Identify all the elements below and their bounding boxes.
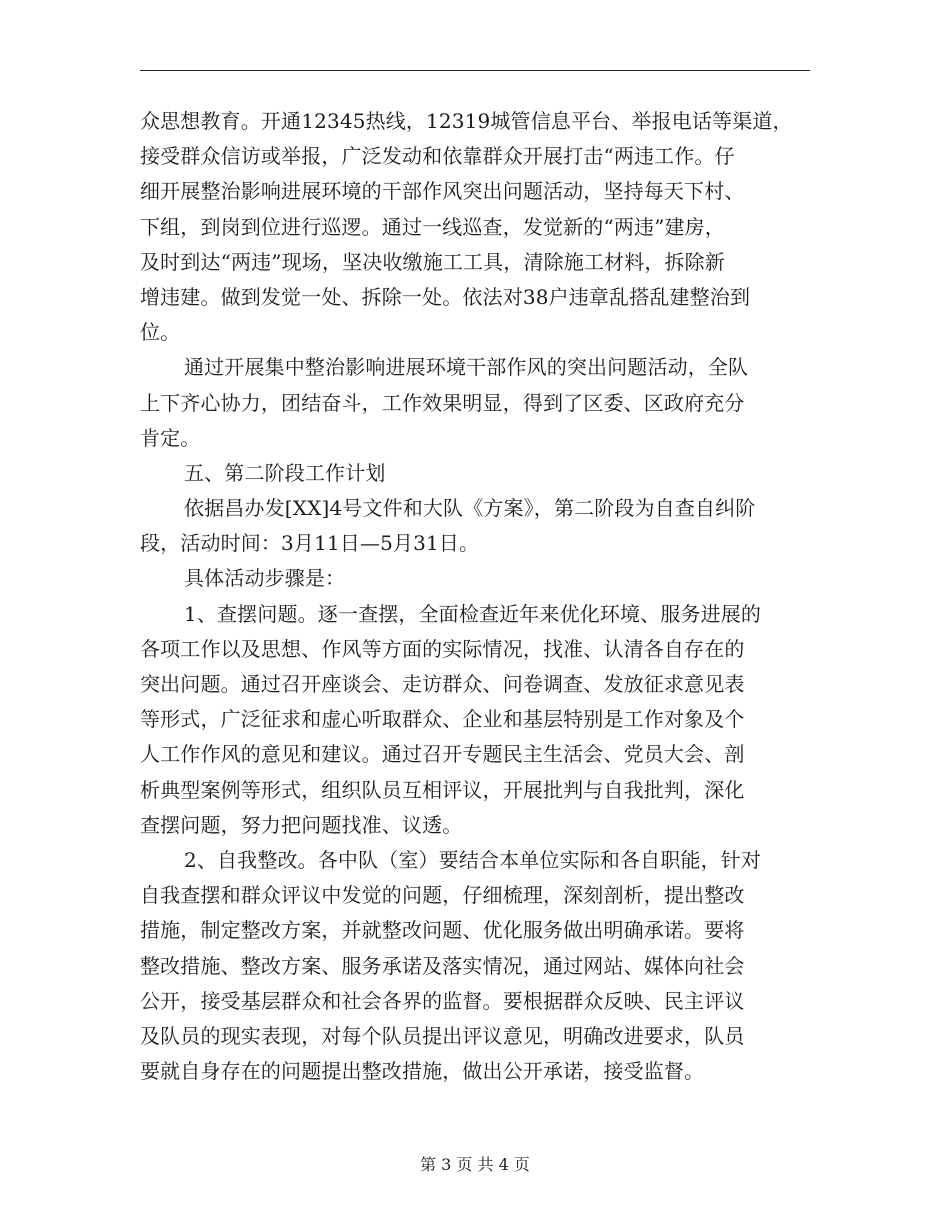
text-line: 上下齐心协力，团结奋斗，工作效果明显，得到了区委、区政府充分	[140, 390, 745, 415]
text-line: 查摆问题，努力把问题找准、议透。	[140, 812, 463, 837]
text-line: 突出问题。通过召开座谈会、走访群众、问卷调查、发放征求意见表	[140, 672, 745, 696]
text-line: 人工作作风的意见和建议。通过召开专题民主生活会、党员大会、剖	[140, 742, 745, 767]
text-line: 依据昌办发[XX]4号文件和大队《方案》，第二阶段为自查自纠阶	[184, 496, 756, 521]
header-rule	[140, 70, 810, 71]
text-line: 析典型案例等形式，组织队员互相评议，开展批判与自我批判，深化	[140, 777, 745, 802]
text-line: 众思想教育。开通12345热线，12319城管信息平台、举报电话等渠道，	[140, 109, 793, 133]
text-line: 位。	[140, 320, 181, 345]
text-line: 自我查摆和群众评议中发觉的问题，仔细梳理，深刻剖析，提出整改	[140, 883, 745, 908]
text-line: 下组，到岗到位进行巡逻。通过一线巡查，发觉新的“两违”建房，	[140, 214, 725, 239]
text-line: 要就自身存在的问题提出整改措施，做出公开承诺，接受监督。	[140, 1059, 705, 1084]
text-line: 整改措施、整改方案、服务承诺及落实情况，通过网站、媒体向社会	[140, 953, 745, 978]
text-line: 具体活动步骤是：	[184, 566, 346, 591]
text-line: 公开，接受基层群众和社会各界的监督。要根据群众反映、民主评议	[140, 988, 745, 1013]
text-line: 各项工作以及思想、作风等方面的实际情况，找准、认清各自存在的	[140, 636, 745, 661]
text-line: 接受群众信访或举报，广泛发动和依靠群众开展打击“两违工作。仔	[140, 144, 735, 169]
text-line: 段，活动时间：3月11日—5月31日。	[140, 531, 480, 556]
text-line: 2、自我整改。各中队（室）要结合本单位实际和各自职能，针对	[184, 847, 762, 872]
text-line: 五、第二阶段工作计划	[184, 460, 386, 485]
text-line: 措施，制定整改方案，并就整改问题、优化服务做出明确承诺。要将	[140, 918, 745, 943]
text-line: 肯定。	[140, 425, 201, 450]
text-line: 1、查摆问题。逐一查摆，全面检查近年来优化环境、服务进展的	[184, 601, 762, 626]
text-line: 增违建。做到发觉一处、拆除一处。依法对38户违章乱搭乱建整治到	[140, 284, 751, 309]
body-text	[140, 104, 812, 1089]
page-footer: 第 3 页 共 4 页	[420, 1155, 530, 1174]
text-line: 及时到达“两违”现场，坚决收缴施工工具，清除施工材料，拆除新	[140, 249, 725, 274]
text-line: 及队员的现实表现，对每个队员提出评议意见，明确改进要求，队员	[140, 1023, 745, 1048]
text-line: 通过开展集中整治影响进展环境干部作风的突出问题活动，全队	[184, 355, 749, 380]
text-line: 细开展整治影响进展环境的干部作风突出问题活动，坚持每天下村、	[140, 179, 745, 204]
text-line: 等形式，广泛征求和虚心听取群众、企业和基层特别是工作对象及个	[140, 707, 745, 732]
